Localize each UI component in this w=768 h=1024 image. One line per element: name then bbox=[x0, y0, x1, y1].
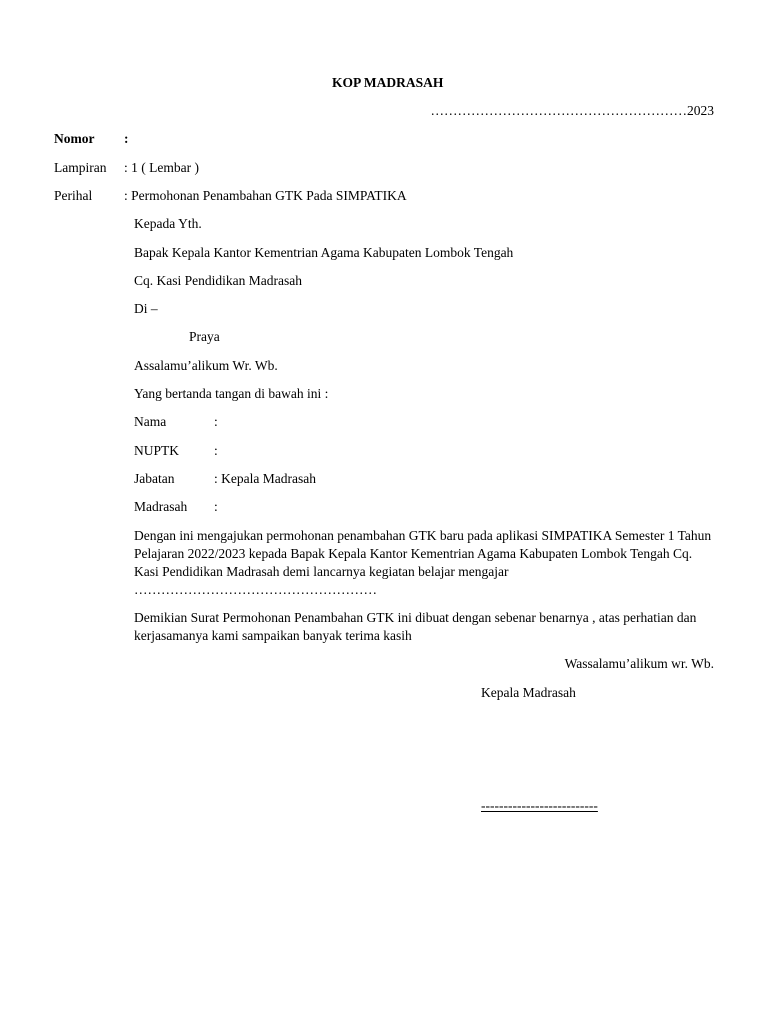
nama-label: Nama bbox=[134, 414, 167, 429]
intro-text: Yang bertanda tangan di bawah ini : bbox=[134, 386, 329, 401]
jabatan-label: Jabatan bbox=[134, 471, 175, 486]
recipient-line-1: Kepada Yth. bbox=[134, 216, 202, 231]
recipient-city: Praya bbox=[189, 329, 220, 344]
nuptk-label: NUPTK bbox=[134, 443, 180, 458]
letter-date: …………………………………………………2023 bbox=[430, 103, 714, 118]
signatory-position: Kepala Madrasah bbox=[481, 685, 576, 700]
recipient-line-4: Di – bbox=[134, 301, 158, 316]
lampiran-value: : 1 ( Lembar ) bbox=[124, 160, 199, 175]
nomor-label: Nomor bbox=[54, 131, 95, 146]
jabatan-value: : Kepala Madrasah bbox=[214, 471, 316, 486]
body-dots: ……………………………………………… bbox=[134, 582, 377, 597]
closing-salam: Wassalamu’alikum wr. Wb. bbox=[564, 656, 714, 671]
body-paragraph-1 bbox=[134, 527, 720, 599]
madrasah-value: : bbox=[214, 499, 218, 514]
greeting: Assalamu’alikum Wr. Wb. bbox=[134, 358, 278, 373]
recipient-line-2: Bapak Kepala Kantor Kementrian Agama Kabupaten Lombok Tengah bbox=[134, 245, 514, 260]
letterhead-title: KOP MADRASAH bbox=[332, 75, 444, 90]
perihal-label: Perihal bbox=[54, 188, 93, 203]
nama-value: : bbox=[214, 414, 218, 429]
body-paragraph-2 bbox=[134, 609, 720, 645]
recipient-line-3: Cq. Kasi Pendidikan Madrasah bbox=[134, 273, 302, 288]
lampiran-label: Lampiran bbox=[54, 160, 107, 175]
body-paragraph-2-text: Demikian Surat Permohonan Penambahan GTK ini dibuat dengan sebenar benarnya , atas perhatian dan kerjasamanya kami sampaikan banyak terima kasih bbox=[134, 610, 697, 643]
signature-line: -------------------------- bbox=[481, 798, 598, 813]
nuptk-value: : bbox=[214, 443, 218, 458]
perihal-value: : Permohonan Penambahan GTK Pada SIMPATIKA bbox=[124, 188, 407, 203]
nomor-separator: : bbox=[124, 131, 129, 146]
madrasah-label: Madrasah bbox=[134, 499, 188, 514]
body-paragraph-1-text: Dengan ini mengajukan permohonan penambahan GTK baru pada aplikasi SIMPATIKA Semester 1 Tahun Pelajaran 2022/2023 kepada Bapak Kepala Kantor Kementrian Agama Kabupaten Lombok Tengah Cq. Kasi Pendidikan Madrasah demi lancarnya kegiatan belajar mengajar bbox=[134, 528, 712, 579]
